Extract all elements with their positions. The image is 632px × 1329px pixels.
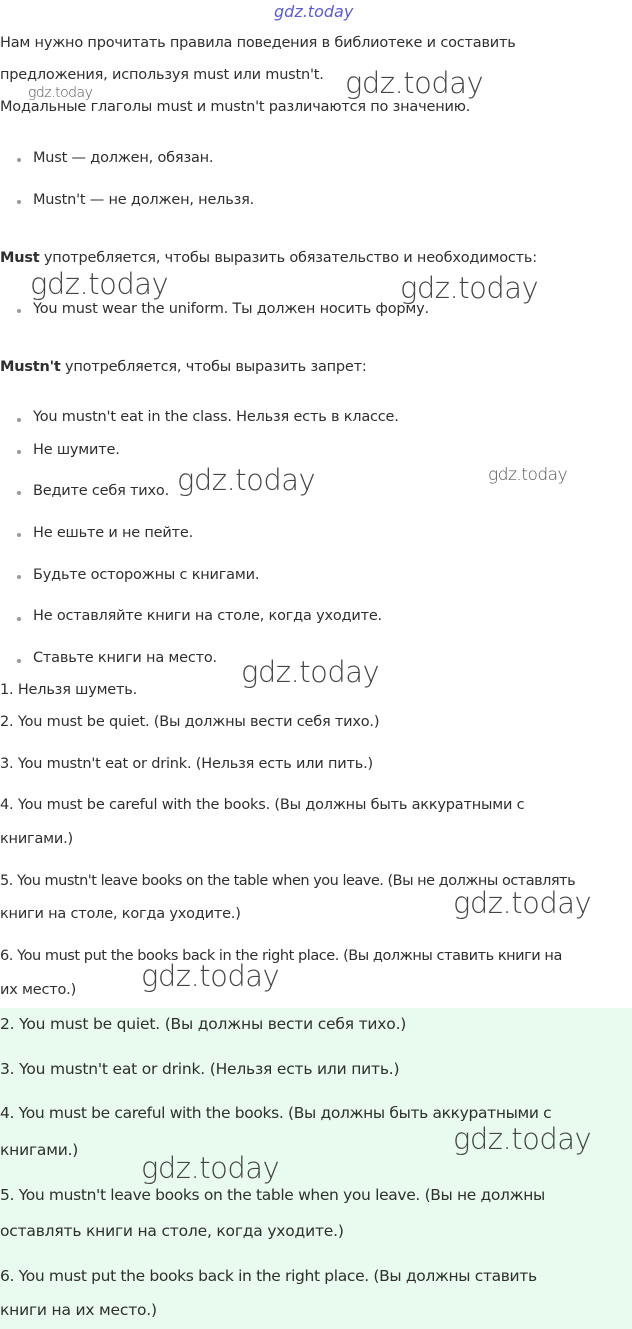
rule-item: Ставьте книги на место. xyxy=(33,650,217,666)
watermark: gdz.today xyxy=(177,463,316,497)
final-answer-6-line-1: 6. You must put the books back in the right place. (Вы должны ставить xyxy=(0,1267,537,1285)
bullet xyxy=(17,533,21,537)
answer-5-line-2: книги на столе, когда уходите.) xyxy=(0,906,241,922)
rule-item: Ведите себя тихо. xyxy=(33,483,169,499)
final-answer-5-line-1: 5. You mustn't leave books on the table when you leave. (Вы не должны xyxy=(0,1186,545,1204)
final-answer-3: 3. You mustn't eat or drink. (Нельзя есть или пить.) xyxy=(0,1060,400,1078)
must-heading xyxy=(0,250,537,266)
bullet xyxy=(17,450,21,454)
watermark: gdz.today xyxy=(30,267,169,301)
answer-6-line-1: 6. You must put the books back in the right place. (Вы должны ставить книги на xyxy=(0,948,562,964)
rule-item: Будьте осторожны с книгами. xyxy=(33,567,260,583)
answer-5-line-1: 5. You mustn't leave books on the table when you leave. (Вы не должны оставлять xyxy=(0,873,576,889)
watermark: gdz.today xyxy=(488,465,568,485)
bullet xyxy=(17,659,21,663)
answer-3: 3. You mustn't eat or drink. (Нельзя есть или пить.) xyxy=(0,756,373,772)
watermark: gdz.today xyxy=(241,655,380,689)
final-answer-2: 2. You must be quiet. (Вы должны вести себя тихо.) xyxy=(0,1015,407,1033)
watermark: gdz.today xyxy=(453,1122,592,1156)
rule-item: Не оставляйте книги на столе, когда уходите. xyxy=(33,608,382,624)
rule-item: Не шумите. xyxy=(33,442,120,458)
answer-4-line-1: 4. You must be careful with the books. (Вы должны быть аккуратными с xyxy=(0,797,525,813)
final-answer-5-line-2: оставлять книги на столе, когда уходите.) xyxy=(0,1222,344,1240)
watermark: gdz.today xyxy=(345,66,484,100)
watermark: gdz.today xyxy=(141,959,280,993)
final-answer-4-line-2: книгами.) xyxy=(0,1141,79,1159)
answer-2: 2. You must be quiet. (Вы должны вести себя тихо.) xyxy=(0,714,380,730)
rule-item: You mustn't eat in the class. Нельзя есть в классе. xyxy=(33,409,399,425)
bullet xyxy=(17,575,21,579)
def-mustnt: Mustn't — не должен, нельзя. xyxy=(33,192,255,208)
watermark: gdz.today xyxy=(400,271,539,305)
answer-1: 1. Нельзя шуметь. xyxy=(0,682,138,698)
bullet xyxy=(17,418,21,422)
bullet xyxy=(17,309,21,313)
mustnt-description: употребляется, чтобы выразить запрет: xyxy=(60,359,367,375)
bullet xyxy=(17,491,21,495)
watermark: gdz.today xyxy=(453,886,592,920)
def-must: Must — должен, обязан. xyxy=(33,150,214,166)
must-keyword: Must xyxy=(0,250,40,266)
final-answer-4-line-1: 4. You must be careful with the books. (Вы должны быть аккуратными с xyxy=(0,1104,552,1122)
bullet xyxy=(17,200,21,204)
must-example: You must wear the uniform. Ты должен носить форму. xyxy=(33,301,429,317)
mustnt-keyword: Mustn't xyxy=(0,359,61,375)
intro-line-3: Модальные глаголы must и mustn't различаются по значению. xyxy=(0,99,471,115)
answer-6-line-2: их место.) xyxy=(0,982,77,998)
watermark: gdz.today xyxy=(28,85,93,101)
must-description: употребляется, чтобы выразить обязательство и необходимость: xyxy=(39,250,537,266)
answer-4-line-2: книгами.) xyxy=(0,831,73,847)
intro-line-1: Нам нужно прочитать правила поведения в библиотеке и составить xyxy=(0,35,516,51)
bullet xyxy=(17,617,21,621)
watermark: gdz.today xyxy=(141,1151,280,1185)
bullet xyxy=(17,158,21,162)
header-watermark: gdz.today xyxy=(274,2,354,21)
intro-line-2: предложения, используя must или mustn't. xyxy=(0,67,324,83)
mustnt-heading xyxy=(0,359,367,375)
rule-item: Не ешьте и не пейте. xyxy=(33,525,193,541)
final-answer-6-line-2: книги на их место.) xyxy=(0,1301,157,1319)
